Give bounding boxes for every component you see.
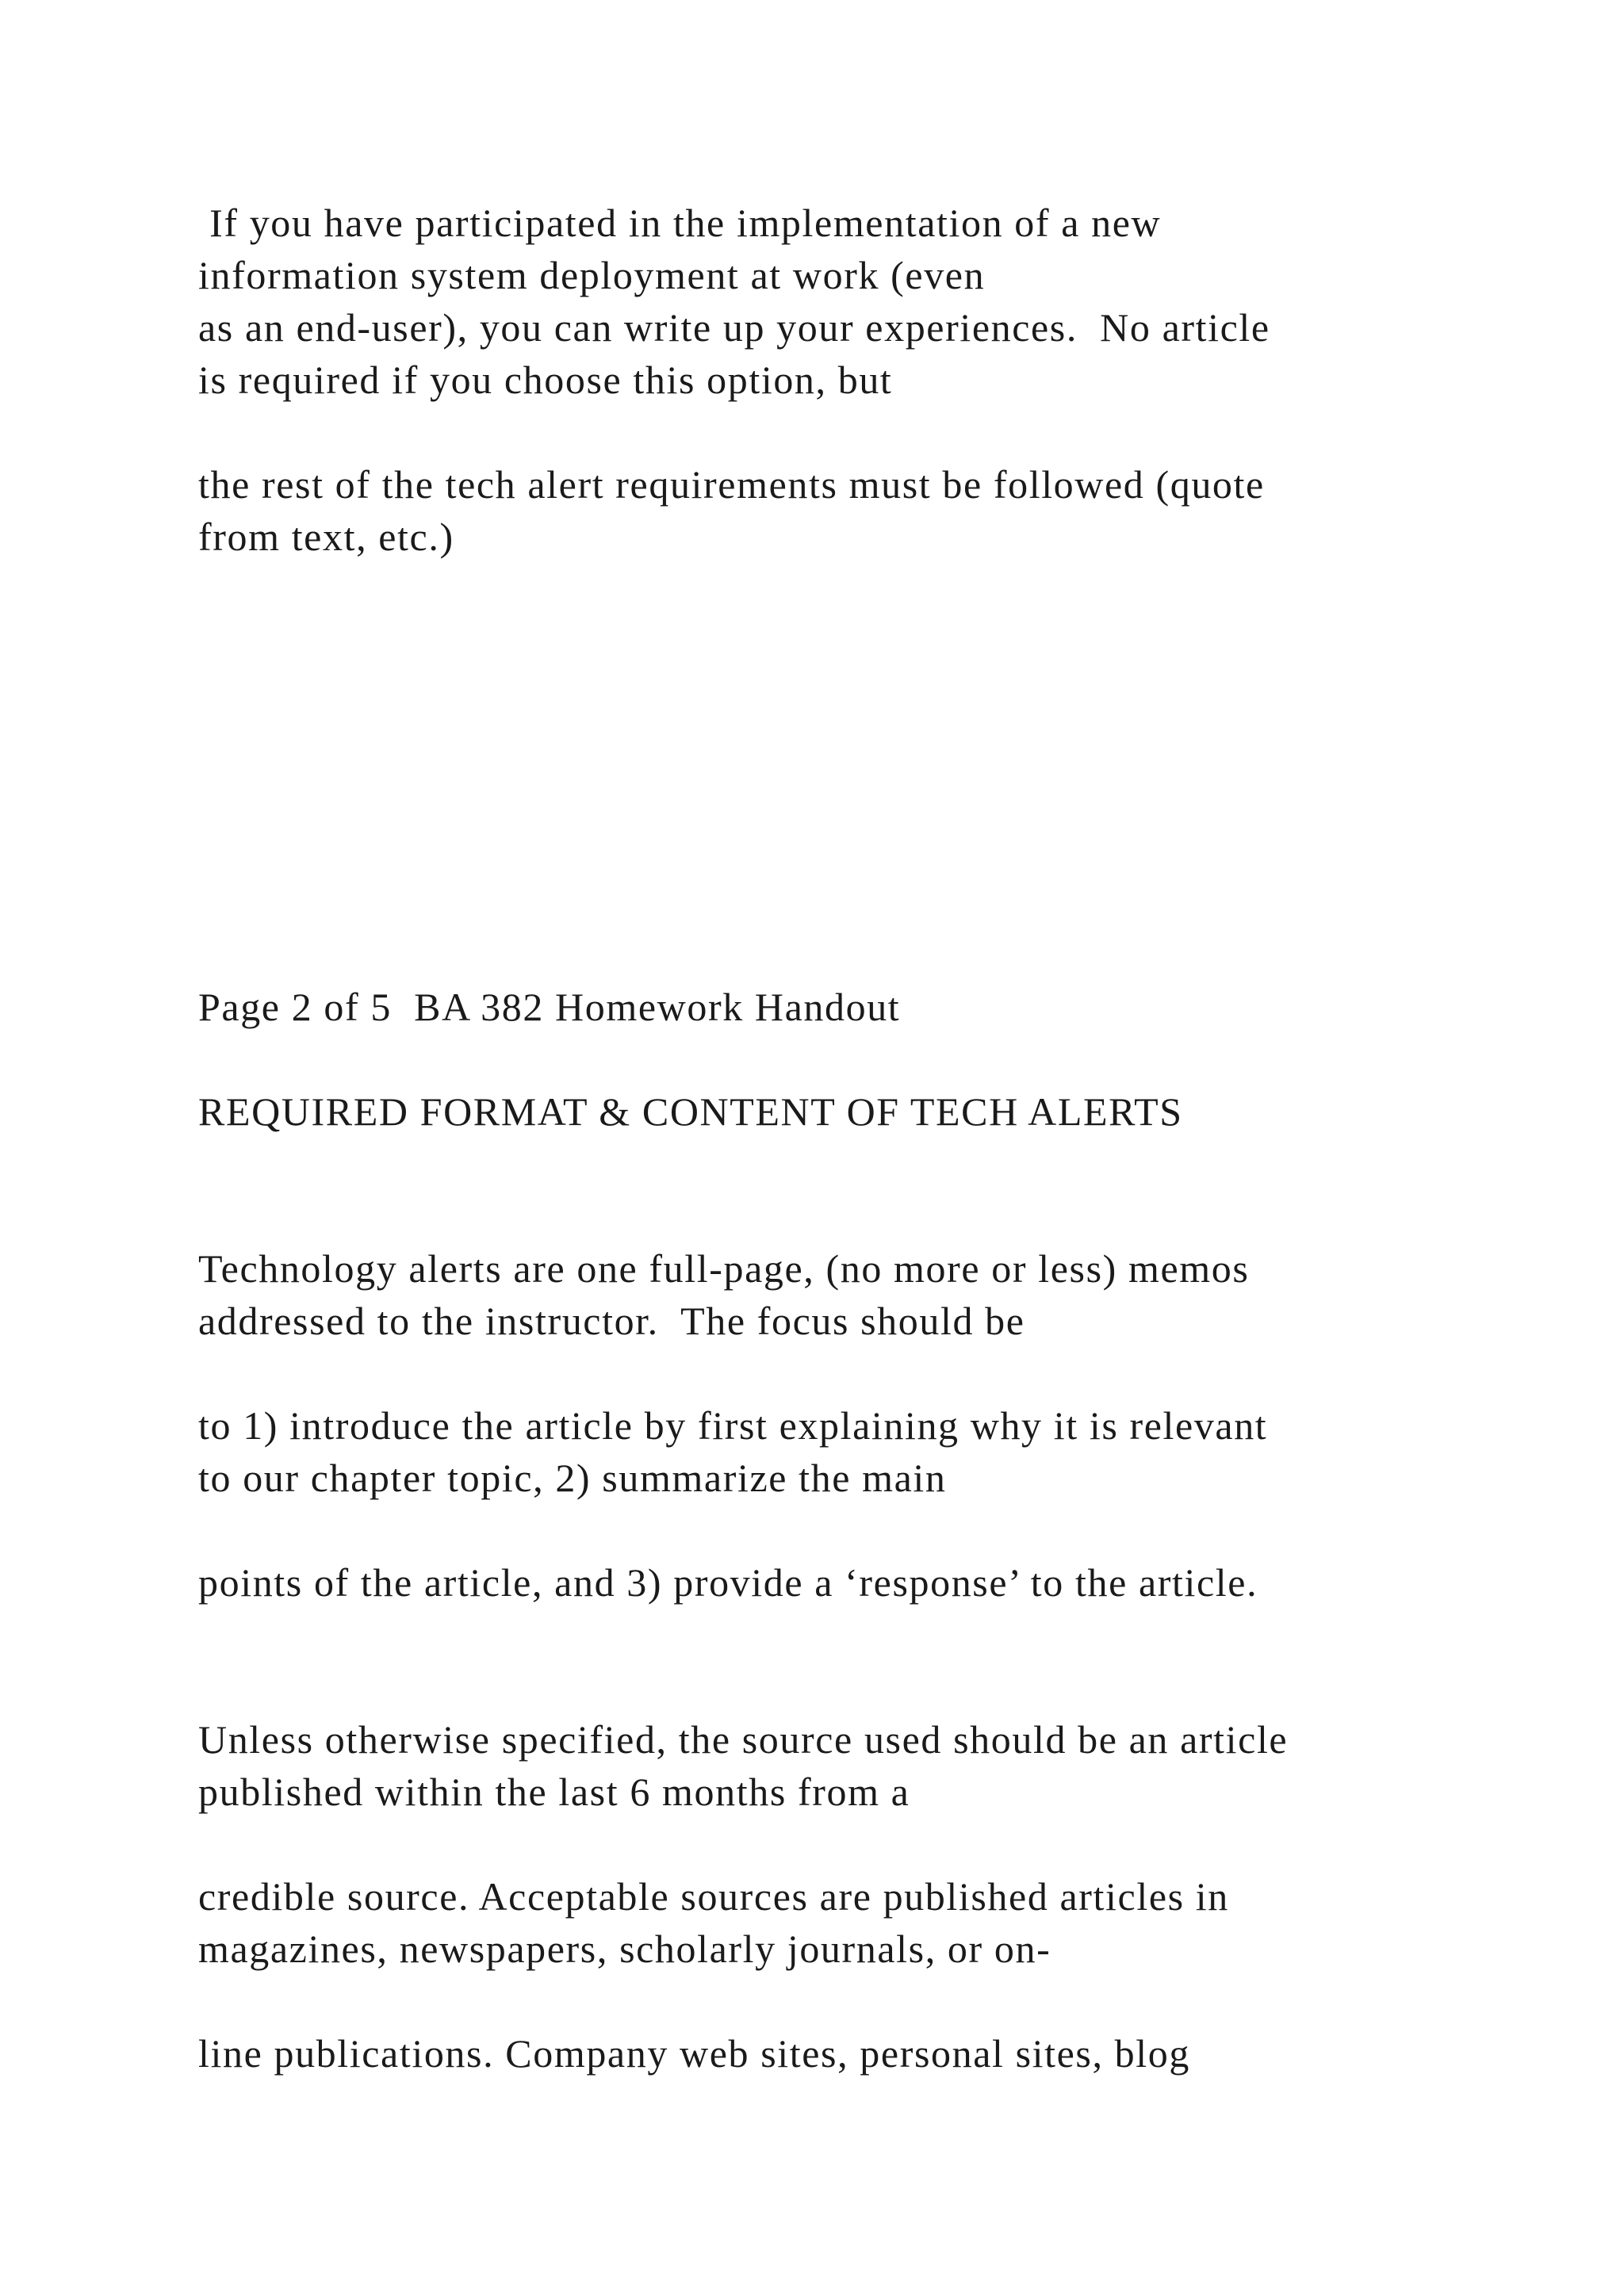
para1-line-2: addressed to the instructor. The focus should be — [198, 1299, 1025, 1343]
option-line-3: as an end-user), you can write up your experiences. No article — [198, 305, 1270, 350]
para1-line-1: Technology alerts are one full-page, (no more or less) memos — [198, 1246, 1250, 1291]
page-header: Page 2 of 5 BA 382 Homework Handout — [198, 985, 901, 1029]
para2-line-4: magazines, newspapers, scholarly journals, or on- — [198, 1927, 1051, 1971]
para2-line-3: credible source. Acceptable sources are published articles in — [198, 1874, 1229, 1919]
option-line-1 — [198, 197, 1161, 249]
para2-line-2: published within the last 6 months from a — [198, 1770, 910, 1814]
option-line-1-text: If you have participated in the implementation of a new — [198, 201, 1162, 245]
option-line-5: the rest of the tech alert requirements must be followed (quote — [198, 462, 1265, 507]
para1-line-5: points of the article, and 3) provide a ‘response’ to the article. — [198, 1560, 1258, 1605]
option-line-6: from text, etc.) — [198, 515, 454, 559]
option-line-4: is required if you choose this option, but — [198, 358, 893, 402]
para2-line-5: line publications. Company web sites, personal sites, blog — [198, 2031, 1190, 2076]
para1-line-4: to our chapter topic, 2) summarize the main — [198, 1456, 947, 1500]
option-line-2: information system deployment at work (even — [198, 253, 986, 297]
section-heading: REQUIRED FORMAT & CONTENT OF TECH ALERTS — [198, 1089, 1183, 1134]
para1-line-3: to 1) introduce the article by first explaining why it is relevant — [198, 1403, 1268, 1448]
para2-line-1: Unless otherwise specified, the source used should be an article — [198, 1717, 1289, 1762]
